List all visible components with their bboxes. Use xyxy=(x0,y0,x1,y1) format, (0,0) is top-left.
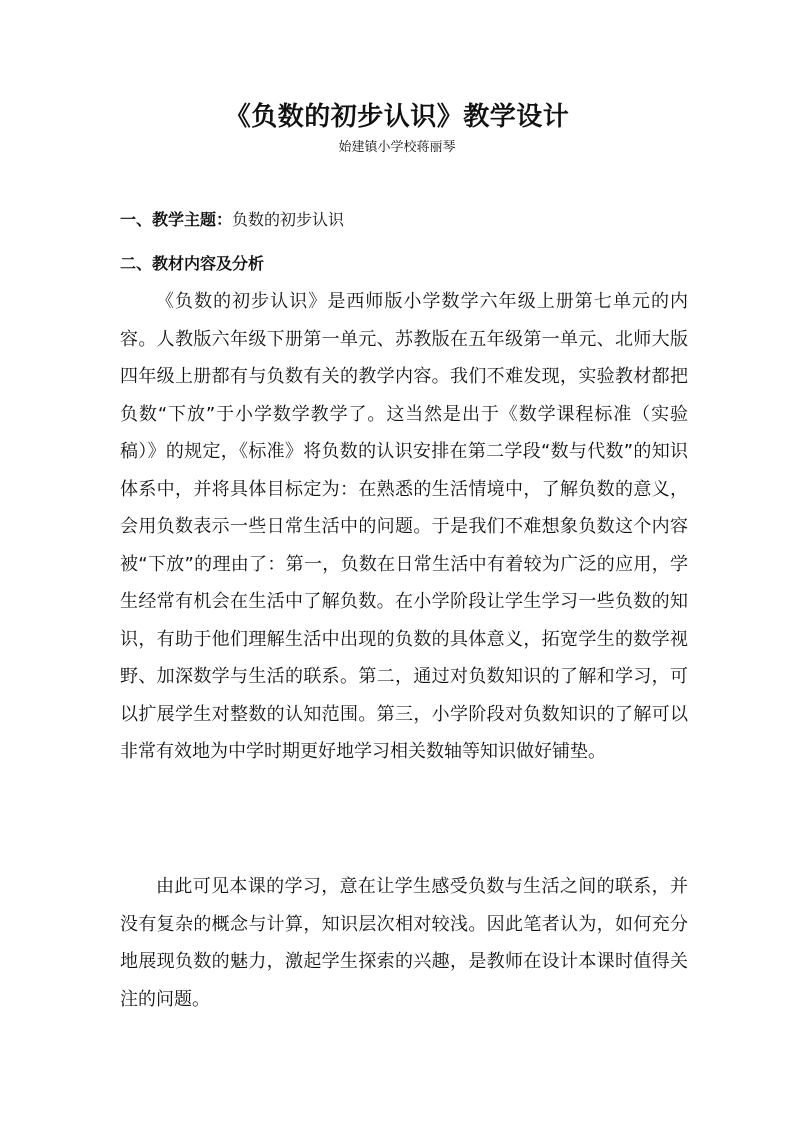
body-paragraph: 由此可见本课的学习，意在让学生感受负数与生活之间的联系，并没有复杂的概念与计算，知识层次相对较浅。因此笔者认为，如何充分地展现负数的魅力，激起学生探索的兴趣，是教师在设计本课时值得关注的问题。 xyxy=(120,876,688,1010)
body-paragraph: 《负数的初步认识》是西师版小学数学六年级上册第七单元的内容。人教版六年级下册第一单元、苏教版在五年级第一单元、北师大版四年级上册都有与负数有关的教学内容。我们不难发现，实验教材都把负数“下放”于小学数学教学了。这当然是出于《数学课程标准（实验稿）》的规定，《标准》将负数的认识安排在第二学段“数与代数”的知识体系中，并将具体目标定为：在熟悉的生活情境中，了解负数的意义，会用负数表示一些日常生活中的问题。于是我们不难想象负数这个内容被“下放”的理由了：第一，负数在日常生活中有着较为广泛的应用，学生经常有机会在生活中了解负数。在小学阶段让学生学习一些负数的知识，有助于他们理解生活中出现的负数的具体意义，拓宽学生的数学视野、加深数学与生活的联系。第二，通过对负数知识的了解和学习，可以扩展学生对整数的认知范围。第三，小学阶段对负数知识的了解可以非常有效地为中学时期更好地学习相关数轴等知识做好铺垫。 xyxy=(120,291,688,762)
section-heading: 二、教材内容及分析 xyxy=(120,254,265,273)
section-value: 负数的初步认识 xyxy=(232,210,345,229)
document-author: 始建镇小学校蒋丽琴 xyxy=(338,140,456,155)
document-title: 《负数的初步认识》教学设计 xyxy=(224,102,570,132)
section-textbook-analysis xyxy=(120,253,680,275)
section-heading: 一、教学主题： xyxy=(120,210,233,229)
section-teaching-theme xyxy=(120,209,680,231)
